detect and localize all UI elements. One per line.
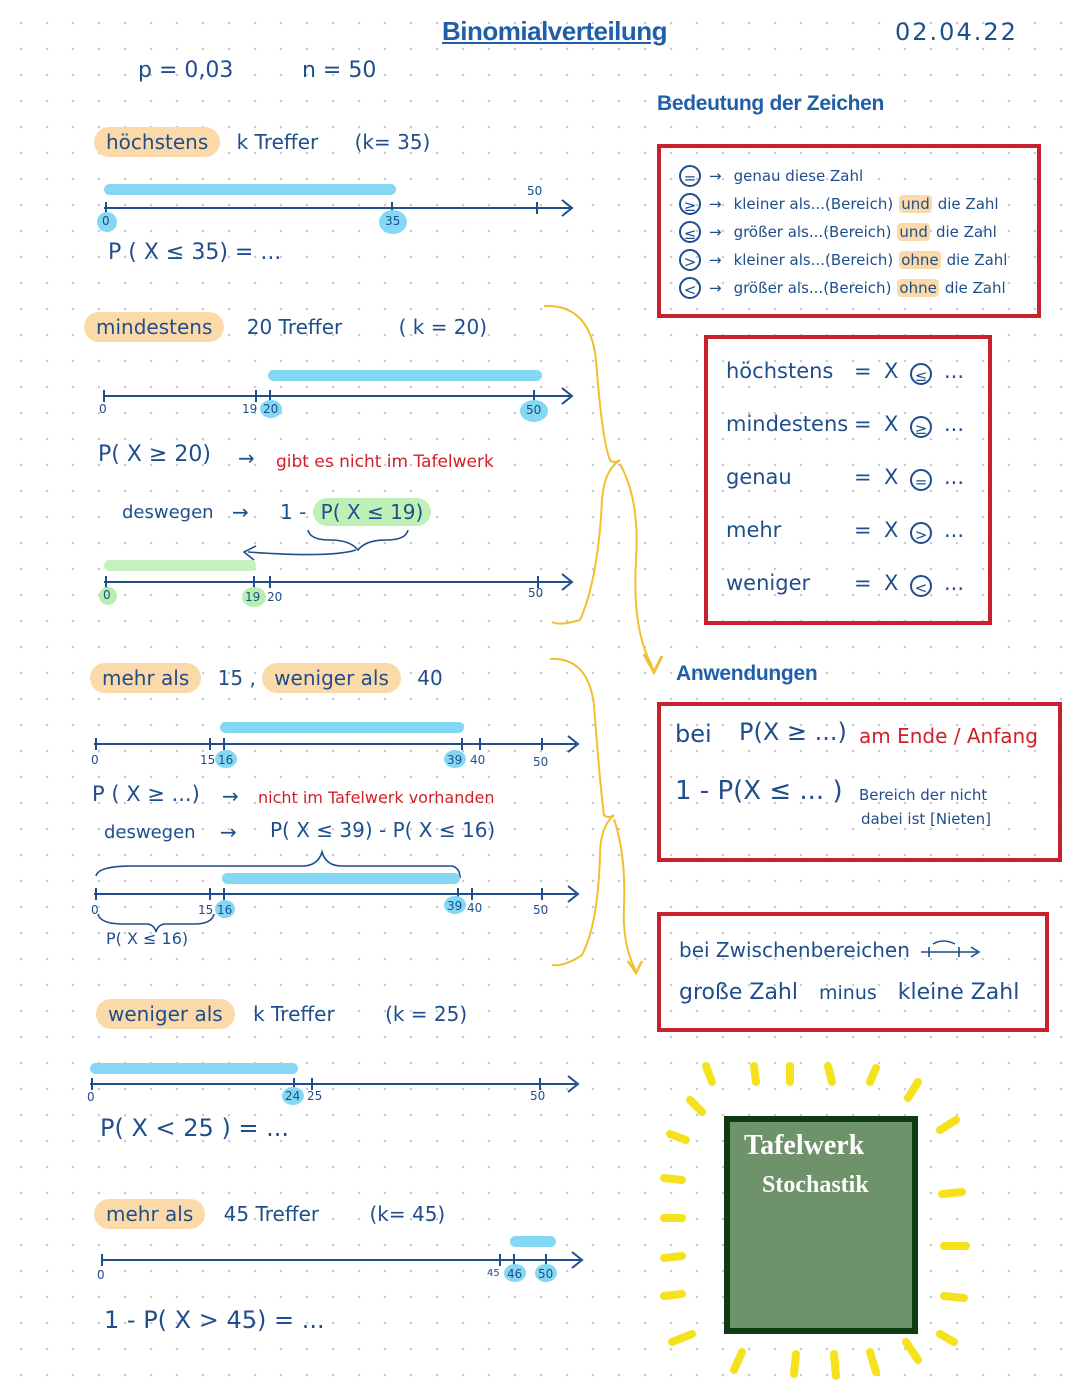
tafelwerk-title: Tafelwerk xyxy=(744,1130,865,1161)
arrow: → xyxy=(709,279,722,297)
symbol-circle: = xyxy=(679,165,701,187)
heading-zeichen: Bedeutung der Zeichen xyxy=(657,92,885,115)
symbol-circle: ≤ xyxy=(679,221,701,243)
brace-label-16: P( X ≤ 16) xyxy=(106,929,189,948)
heading-anwendungen: Anwendungen xyxy=(676,662,818,685)
zeichen-highlight: und xyxy=(901,195,930,213)
bedeutung-word: mindestens xyxy=(726,412,849,436)
tick-50: 50 xyxy=(538,1267,554,1281)
arrow: → xyxy=(709,195,722,213)
number-line-hoechstens xyxy=(100,196,580,220)
dots: ... xyxy=(944,359,965,383)
tick-0: 0 xyxy=(91,903,99,917)
tafelwerk-subtitle: Stochastik xyxy=(762,1172,869,1198)
equals-sign: = xyxy=(854,359,872,383)
tick-20: 20 xyxy=(263,402,279,416)
arrow: → xyxy=(709,167,722,185)
zeichen-box xyxy=(657,144,1041,318)
section-mindestens-heading: mindestens 20 Treffer ( k = 20) xyxy=(84,315,487,339)
note-zwischen: nicht im Tafelwerk vorhanden xyxy=(258,788,495,807)
highlight-hoechstens: höchstens xyxy=(94,127,220,157)
bedeutung-word: höchstens xyxy=(726,359,834,383)
brace-yellow-1 xyxy=(540,300,650,690)
formula-mindestens: P( X ≥ 20) xyxy=(98,442,211,467)
tick-15: 15 xyxy=(200,753,216,767)
tick-24: 24 xyxy=(285,1089,301,1103)
bedeutung-word: weniger xyxy=(726,571,811,595)
zeichen-text: kleiner als...(Bereich) xyxy=(733,195,894,213)
section-mehr-heading: mehr als 45 Treffer (k= 45) xyxy=(94,1202,445,1226)
tick-50: 50 xyxy=(526,403,542,417)
zeichen-text: größer als...(Bereich) xyxy=(733,279,892,297)
zeichen-highlight: ohne xyxy=(901,251,939,269)
equals-sign: = xyxy=(854,412,872,436)
range-bar-mehr xyxy=(510,1236,556,1247)
symbol-circle: ≥ xyxy=(679,193,701,215)
arrow: → xyxy=(220,820,237,844)
bei-label: bei xyxy=(675,720,712,748)
anwendung-box-2 xyxy=(657,912,1049,1032)
symbol-circle: > xyxy=(679,249,701,271)
variable-x: X xyxy=(884,359,899,383)
variable-x: X xyxy=(884,518,899,542)
highlight-weniger: weniger als xyxy=(96,999,235,1029)
box2-line2: große Zahl minus kleine Zahl xyxy=(679,980,1020,1005)
number-line-mindestens xyxy=(100,384,580,408)
box1-dabei: dabei ist [Nieten] xyxy=(861,810,991,828)
highlight-mehr-als: mehr als xyxy=(90,663,201,693)
tick-40: 40 xyxy=(470,753,486,767)
tick-46: 46 xyxy=(507,1267,523,1281)
zeichen-after: die Zahl xyxy=(935,223,997,241)
zeichen-list xyxy=(679,162,1007,302)
brace-yellow-2 xyxy=(548,655,648,985)
tick-19: 19 xyxy=(242,402,258,416)
formula-zwischen: P ( X ≥ ...) xyxy=(92,782,200,806)
zeichen-highlight: ohne xyxy=(899,279,937,297)
date: 02.04.22 xyxy=(895,18,1018,46)
variable-x: X xyxy=(884,571,899,595)
number-line-zwischen xyxy=(90,732,586,756)
bedeutung-box xyxy=(704,335,992,625)
range-bar-hoechstens xyxy=(104,184,396,195)
section-weniger-heading: weniger als k Treffer (k = 25) xyxy=(96,1002,467,1026)
tick-39: 39 xyxy=(447,753,463,767)
dots: ... xyxy=(944,412,965,436)
tafelwerk-book xyxy=(724,1116,918,1334)
box1-formula: P(X ≥ ...) xyxy=(739,718,847,746)
section-hoechstens-heading: höchstens k Treffer (k= 35) xyxy=(94,130,430,154)
arrow: → xyxy=(238,446,255,470)
tick-35: 35 xyxy=(385,214,401,228)
box1-bereich: Bereich der nicht xyxy=(859,786,988,804)
symbol-circle: ≤ xyxy=(910,363,932,385)
tick-40: 40 xyxy=(467,901,483,915)
param-n: n = 50 xyxy=(302,58,377,83)
symbol-circle: ≥ xyxy=(910,416,932,438)
tick-16: 16 xyxy=(217,903,233,917)
zeichen-highlight: und xyxy=(899,223,928,241)
highlight-weniger-als: weniger als xyxy=(262,663,401,693)
zeichen-after: die Zahl xyxy=(944,279,1006,297)
highlight-mehr: mehr als xyxy=(94,1199,205,1229)
tick-0: 0 xyxy=(103,588,111,602)
tick-50: 50 xyxy=(527,184,543,198)
tick-45: 45 xyxy=(487,1268,500,1279)
tick-0: 0 xyxy=(102,214,110,228)
bedeutung-word: genau xyxy=(726,465,792,489)
zeichen-row xyxy=(679,218,1007,246)
symbol-circle: < xyxy=(910,575,932,597)
brace-arrow xyxy=(230,528,430,564)
range-bar-mindestens xyxy=(268,370,542,381)
param-p: p = 0,03 xyxy=(138,58,234,83)
equals-sign: = xyxy=(854,571,872,595)
zeichen-text: größer als...(Bereich) xyxy=(733,223,892,241)
note-not-in-tafelwerk: gibt es nicht im Tafelwerk xyxy=(276,452,494,472)
zeichen-text: genau diese Zahl xyxy=(733,167,864,185)
symbol-circle: = xyxy=(910,469,932,491)
arrow: → xyxy=(232,500,249,524)
zeichen-row xyxy=(679,190,1007,218)
equals-sign: = xyxy=(854,518,872,542)
box1-formula2: 1 - P(X ≤ ... ) xyxy=(675,776,843,806)
dots: ... xyxy=(944,518,965,542)
number-line-difference xyxy=(90,882,586,906)
bedeutung-word: mehr xyxy=(726,518,782,542)
zeichen-row xyxy=(679,274,1007,302)
arrow: → xyxy=(709,223,722,241)
dots: ... xyxy=(944,571,965,595)
dots: ... xyxy=(944,465,965,489)
tick-19: 19 xyxy=(245,590,261,604)
deswegen-label: deswegen xyxy=(104,822,196,843)
symbol-circle: > xyxy=(910,522,932,544)
tick-20: 20 xyxy=(267,590,283,604)
page-title: Binomialverteilung xyxy=(442,16,668,46)
tick-16: 16 xyxy=(218,753,234,767)
zeichen-text: kleiner als...(Bereich) xyxy=(733,251,894,269)
highlight-mindestens: mindestens xyxy=(84,312,224,342)
tick-50: 50 xyxy=(533,903,549,917)
section-zwischen-heading: mehr als 15 , weniger als 40 xyxy=(90,666,443,690)
number-line-weniger xyxy=(86,1072,586,1096)
number-line-complement xyxy=(100,570,580,594)
zeichen-row xyxy=(679,246,1007,274)
tick-50: 50 xyxy=(528,586,544,600)
anwendung-box-1 xyxy=(657,702,1062,862)
variable-x: X xyxy=(884,412,899,436)
tick-15: 15 xyxy=(198,903,214,917)
range-arrow-icon xyxy=(919,936,983,960)
tick-0: 0 xyxy=(87,1090,95,1104)
tick-0: 0 xyxy=(91,753,99,767)
box2-line1: bei Zwischenbereichen xyxy=(679,938,910,962)
tick-0: 0 xyxy=(97,1268,105,1282)
zeichen-after: die Zahl xyxy=(937,195,999,213)
arrow: → xyxy=(222,784,239,808)
box1-note: am Ende / Anfang xyxy=(859,724,1038,748)
deswegen-label: deswegen xyxy=(122,502,214,523)
variable-x: X xyxy=(884,465,899,489)
tick-50: 50 xyxy=(530,1089,546,1103)
highlight-complement: P( X ≤ 19) xyxy=(313,498,432,526)
formula-complement: 1 - P( X ≤ 19) xyxy=(280,500,431,524)
formula-hoechstens: P ( X ≤ 35) = ... xyxy=(108,240,282,265)
formula-mehr: 1 - P( X > 45) = ... xyxy=(104,1306,325,1334)
tick-0: 0 xyxy=(99,402,107,416)
formula-weniger: P( X < 25 ) = ... xyxy=(100,1114,290,1142)
symbol-circle: < xyxy=(679,277,701,299)
zeichen-row xyxy=(679,162,1007,190)
zeichen-after: die Zahl xyxy=(946,251,1008,269)
formula-difference: P( X ≤ 39) - P( X ≤ 16) xyxy=(270,818,496,842)
arrow: → xyxy=(709,251,722,269)
tick-39: 39 xyxy=(447,899,463,913)
tick-25: 25 xyxy=(307,1089,323,1103)
equals-sign: = xyxy=(854,465,872,489)
tick-50: 50 xyxy=(533,755,549,769)
